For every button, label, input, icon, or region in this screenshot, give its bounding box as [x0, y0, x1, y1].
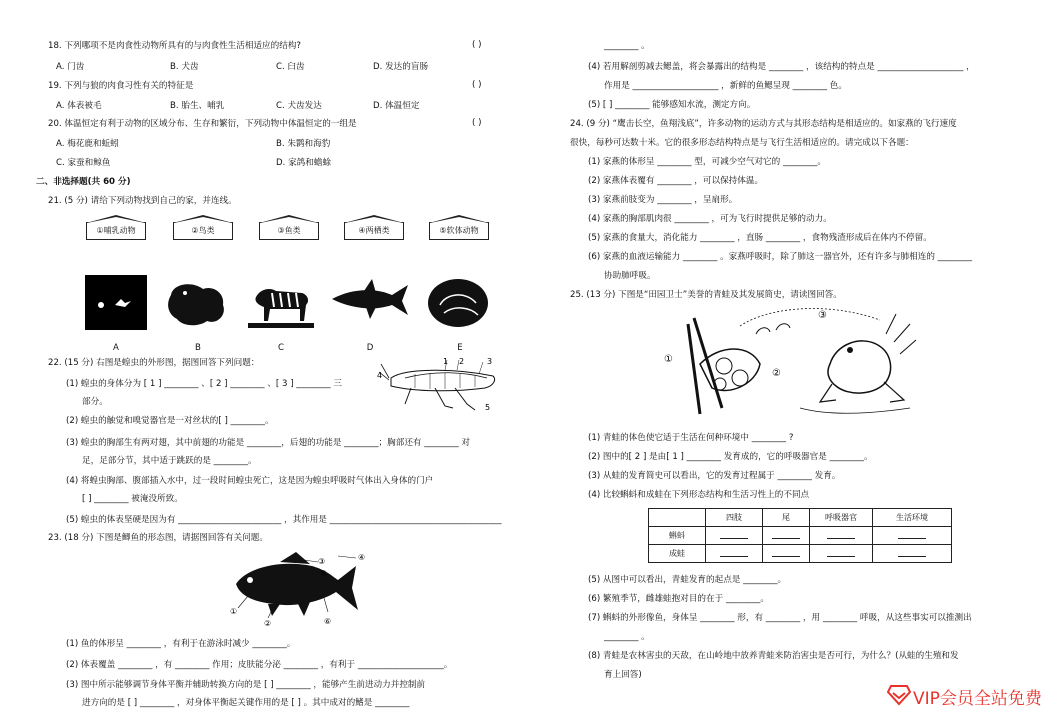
q19-option-a: A. 体表被毛 [56, 101, 102, 111]
animal-group-boxes [86, 222, 486, 242]
grasshopper-label-5: 5 [485, 403, 491, 412]
q19-option-c: C. 犬齿发达 [276, 101, 322, 111]
table-header-cell: 生活环境 [873, 509, 952, 527]
grasshopper-label-2: 2 [459, 357, 465, 366]
q23-part-5: (5) [ ] ________ 能够感知水流，测定方向。 [588, 100, 756, 110]
animal-label-b: B [195, 343, 201, 353]
animal-label-d: D [366, 343, 374, 353]
q25-part-8: (8) 青蛙是农林害虫的天敌，在山岭地中放养青蛙来防治害虫是否可行，为什么？(从蛙的生殖和发 [588, 651, 959, 661]
frog-label-3: ③ [818, 310, 827, 321]
q22-part-4-cont: [ ] ________ 被淹没所致。 [82, 494, 183, 504]
tadpole-frog-comparison-table [648, 508, 952, 563]
q19-option-b: B. 胎生、哺乳 [170, 101, 225, 111]
q22-part-3-cont: 足，足部分节，其中适于跳跃的是 ________。 [82, 456, 257, 466]
table-row-label: 蝌蚪 [649, 527, 706, 545]
q18-option-a: A. 门齿 [56, 62, 85, 72]
q25-part-4: (4) 比较蝌蚪和成蛙在下列形态结构和生活习性上的不同点 [588, 490, 810, 500]
question-22: 22. (15 分) 右图是蝗虫的外形图，据图回答下列问题： [48, 358, 260, 368]
q25-part-1: (1) 青蛙的体色使它适于生活在何种环境中 ________ ? [588, 433, 794, 443]
fish-label-4: ④ [358, 553, 366, 562]
q23-part-2: (2) 体表覆盖 ________ ，有 ________ 作用；皮肤能分泌 ________ ，有利于 ____________________。 [66, 660, 453, 670]
grasshopper-label-1: 1 [443, 357, 449, 366]
q25-part-7: (7) 蝌蚪的外形像鱼，身体呈 ________ 形，有 ________ ，用 ________ 呼吸，从这些事实可以推测出 [588, 613, 972, 623]
table-blank-cell[interactable] [763, 545, 810, 563]
question-19: 19. 下列与狼的肉食习性有关的特征是 [48, 81, 194, 91]
q25-part-6: (6) 繁殖季节，雌雄蛙抱对目的在于 ________。 [588, 594, 769, 604]
q20-option-b: B. 朱鹮和海豹 [276, 139, 331, 149]
box-mollusks: ⑤软体动物 [429, 222, 489, 240]
question-25: 25. (13 分) 下图是“田园卫士”美誉的青蛙及其发展简史，请读图回答。 [570, 290, 842, 300]
table-header-row [649, 509, 952, 527]
diamond-icon [887, 684, 911, 706]
box-mammals: ①哺乳动物 [86, 222, 146, 240]
q20-option-d: D. 家鸽和蟾蜍 [276, 158, 332, 168]
frog-label-1: ① [664, 354, 673, 365]
vip-watermark[interactable] [883, 678, 1061, 712]
animal-c-image [246, 275, 316, 330]
q24-part-4: (4) 家燕的胸部肌肉很 ________ ，可为飞行时提供足够的动力。 [588, 214, 832, 224]
q24-part-1: (1) 家燕的体形呈 ________ 型，可减少空气对它的 ________。 [588, 157, 826, 167]
frog-lifecycle-figure [660, 304, 920, 420]
frog-label-2: ② [772, 368, 781, 379]
animal-d-image [330, 275, 410, 330]
q20-option-a: A. 梅花鹿和蚯蚓 [56, 139, 119, 149]
grasshopper-label-4: 4 [377, 371, 383, 380]
fish-label-2: ② [264, 619, 272, 628]
question-23: 23. (18 分) 下图是鲫鱼的形态图，请据图回答有关问题。 [48, 533, 268, 543]
fish-label-3: ③ [318, 557, 326, 566]
table-row [649, 545, 952, 563]
table-blank-cell[interactable] [873, 545, 952, 563]
question-20: 20. 体温恒定有利于动物的区域分布、生存和繁衍，下列动物中体温恒定的一组是 [48, 119, 357, 129]
q24-part-3: (3) 家燕前肢变为 ________ ，呈扇形。 [588, 195, 738, 205]
q25-part-8-cont: 育上回答) [604, 670, 642, 680]
answer-paren-19: ( ) [472, 80, 482, 90]
table-blank-cell[interactable] [810, 545, 873, 563]
animal-a-image [85, 275, 147, 330]
q22-part-5: (5) 蝗虫的体表坚硬是因为有 ________________________ ，其作用是 ________________________________________ [66, 515, 502, 525]
q25-part-2: (2) 图中的[ 2 ] 是由[ 1 ] ________ 发育成的，它的呼吸器官是 ________。 [588, 452, 873, 462]
grasshopper-figure [375, 356, 505, 414]
carp-figure [228, 548, 368, 628]
q23-part-4: (4) 若用解剖剪减去鳃盖，将会暴露出的结构是 ________ ，该结构的特点是 ____________________ ， [588, 62, 975, 72]
fish-label-5: ⑤ [320, 569, 328, 578]
animal-label-e: E [457, 343, 463, 353]
q18-option-b: B. 犬齿 [170, 62, 199, 72]
animal-label-c: C [277, 343, 284, 353]
q24-part-6-cont: 协助肺呼吸。 [604, 271, 656, 281]
q25-part-3: (3) 从蛙的发育简史可以看出，它的发育过程属于 ________ 发育。 [588, 471, 841, 481]
q23-part-1: (1) 鱼的体形呈 ________ ，有利于在游泳时减少 ________。 [66, 639, 296, 649]
question-18: 18. 下列哪项不是肉食性动物所具有的与肉食性生活相适应的结构? [48, 41, 301, 51]
q24-part-5: (5) 家燕的食量大，消化能力 ________ ，直肠 ________ ，食物残渣形成后在体内不停留。 [588, 233, 932, 243]
q22-part-2: (2) 蝗虫的触觉和嗅觉器官是一对丝状的[ ] ________。 [66, 416, 274, 426]
section-2-heading: 二、非选择题(共 60 分) [36, 177, 131, 187]
table-row [649, 527, 952, 545]
q19-option-d: D. 体温恒定 [373, 101, 420, 111]
fish-label-6: ⑥ [324, 617, 332, 626]
table-header-cell [649, 509, 706, 527]
grasshopper-label-3: 3 [487, 357, 493, 366]
q18-option-d: D. 发达的盲肠 [373, 62, 429, 72]
q25-part-7-cont: ________ 。 [604, 632, 650, 642]
answer-paren-18: ( ) [472, 40, 482, 50]
answer-paren-20: ( ) [472, 118, 482, 128]
table-blank-cell[interactable] [706, 545, 763, 563]
question-24-cont: 很快，每秒可达数十米。它的很多形态结构特点是与飞行生活相适应的。请完成以下各题： [570, 138, 914, 148]
q23-part-3-cont: 进方向的是 [ ] ________ ，对身体平衡起关键作用的是 [ ] 。其中成对的鳍是 ________ [82, 698, 410, 708]
animal-b-image [163, 275, 233, 330]
q18-option-c: C. 臼齿 [276, 62, 305, 72]
box-fish: ③鱼类 [259, 222, 319, 240]
animal-label-a: A [113, 343, 119, 353]
table-blank-cell[interactable] [763, 527, 810, 545]
table-header-cell: 尾 [763, 509, 810, 527]
q22-part-3: (3) 蝗虫的胸部生有两对翅，其中前翅的功能是 ________，后翅的功能是 ________；胸部还有 ________ 对 [66, 438, 470, 448]
q25-part-5: (5) 从图中可以看出，青蛙发育的起点是 ________。 [588, 575, 787, 585]
q24-part-2: (2) 家燕体表覆有 ________ ，可以保持体温。 [588, 176, 764, 186]
question-21: 21. (5 分) 请给下列动物找到自己的家，并连线。 [48, 196, 237, 206]
table-blank-cell[interactable] [706, 527, 763, 545]
question-24: 24. (9 分) “鹰击长空，鱼翔浅底”，许多动物的运动方式与其形态结构是相适应的。如家燕的飞行速度 [570, 119, 957, 129]
table-header-cell: 呼吸器官 [810, 509, 873, 527]
box-amphibians: ④两栖类 [344, 222, 404, 240]
table-header-cell: 四肢 [706, 509, 763, 527]
table-row-label: 成蛙 [649, 545, 706, 563]
q23-continuation: ________ 。 [604, 41, 650, 51]
q22-part-1: (1) 蝗虫的身体分为 [ 1 ] ________ 、[ 2 ] ________ 、[ 3 ] ________ 三 [66, 379, 342, 389]
q23-part-3: (3) 图中所示能够调节身体平衡并辅助转换方向的是 [ ] ________ ，能够产生前进动力并控制前 [66, 680, 426, 690]
vip-watermark-text: VIP会员全站免费 [913, 689, 1042, 709]
q20-option-c: C. 家蚕和鲸鱼 [56, 158, 111, 168]
q23-part-4-cont: 作用是 ____________________ ，新鲜的鱼鳃呈现 ________ 色。 [604, 81, 847, 91]
box-birds: ②鸟类 [173, 222, 233, 240]
q24-part-6: (6) 家燕的血液运输能力 ________ 。家燕呼吸时，除了肺这一器官外，还有许多与肺相连的 ________ [588, 252, 973, 262]
table-blank-cell[interactable] [810, 527, 873, 545]
q22-part-1-cont: 部分。 [82, 397, 108, 407]
q22-part-4: (4) 将蝗虫胸部、腹部插入水中，过一段时间蝗虫死亡，这是因为蝗虫呼吸时气体出入身体的门户 [66, 476, 434, 486]
animal-e-image [426, 275, 494, 330]
fish-label-1: ① [230, 607, 238, 616]
table-blank-cell[interactable] [873, 527, 952, 545]
